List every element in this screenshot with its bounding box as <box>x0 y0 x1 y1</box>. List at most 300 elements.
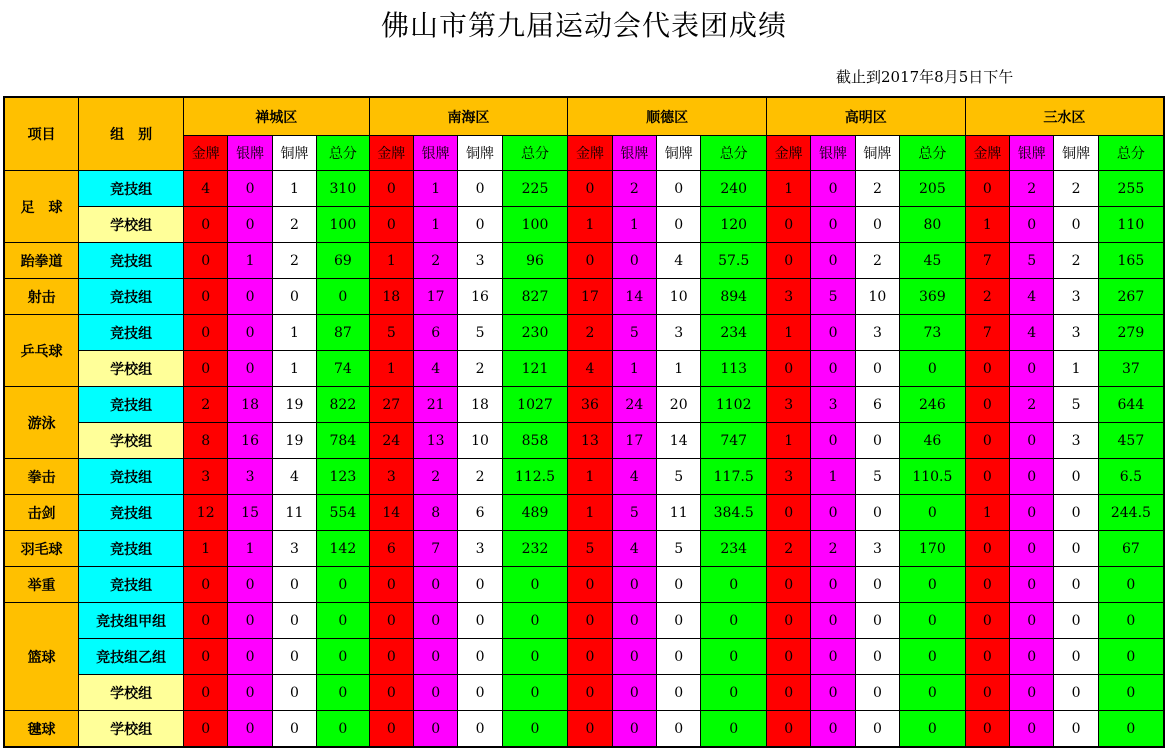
gold-count: 17 <box>568 279 612 315</box>
silver-count: 0 <box>1010 567 1054 603</box>
total-score: 0 <box>701 711 767 748</box>
bronze-count: 3 <box>458 531 502 567</box>
total-score: 279 <box>1098 315 1164 351</box>
total-score: 0 <box>900 603 966 639</box>
gold-header: 金牌 <box>184 136 228 171</box>
silver-count: 0 <box>612 711 656 748</box>
gold-count: 0 <box>184 279 228 315</box>
bronze-count: 3 <box>657 315 701 351</box>
bronze-count: 16 <box>458 279 502 315</box>
gold-count: 0 <box>965 423 1009 459</box>
bronze-count: 0 <box>458 711 502 748</box>
silver-count: 0 <box>811 495 855 531</box>
bronze-count: 0 <box>272 567 316 603</box>
total-score: 0 <box>1098 711 1164 748</box>
gold-count: 7 <box>965 315 1009 351</box>
gold-count: 0 <box>568 603 612 639</box>
total-score: 123 <box>317 459 369 495</box>
gold-count: 1 <box>568 207 612 243</box>
gold-count: 0 <box>766 495 810 531</box>
silver-count: 6 <box>413 315 457 351</box>
table-row <box>4 207 1164 243</box>
gold-count: 27 <box>369 387 413 423</box>
total-header: 总分 <box>900 136 966 171</box>
gold-count: 0 <box>965 387 1009 423</box>
silver-count: 0 <box>1010 423 1054 459</box>
silver-count: 0 <box>811 351 855 387</box>
silver-count: 0 <box>811 207 855 243</box>
sport-name: 射击 <box>4 279 79 315</box>
silver-count: 5 <box>811 279 855 315</box>
gold-count: 0 <box>184 639 228 675</box>
gold-count: 36 <box>568 387 612 423</box>
total-score: 0 <box>1098 639 1164 675</box>
total-score: 6.5 <box>1098 459 1164 495</box>
total-score: 0 <box>317 711 369 748</box>
total-score: 0 <box>900 567 966 603</box>
gold-count: 0 <box>766 603 810 639</box>
bronze-count: 0 <box>1054 459 1098 495</box>
total-score: 232 <box>502 531 568 567</box>
silver-count: 0 <box>228 171 272 207</box>
group-name: 学校组 <box>79 207 184 243</box>
bronze-count: 0 <box>458 207 502 243</box>
bronze-count: 0 <box>657 603 701 639</box>
bronze-count: 1 <box>657 351 701 387</box>
gold-count: 12 <box>184 495 228 531</box>
gold-count: 0 <box>184 675 228 711</box>
bronze-count: 1 <box>272 315 316 351</box>
bronze-count: 2 <box>458 459 502 495</box>
group-name: 竞技组 <box>79 171 184 207</box>
total-score: 0 <box>502 567 568 603</box>
gold-count: 0 <box>965 603 1009 639</box>
group-name: 竞技组 <box>79 243 184 279</box>
silver-count: 5 <box>612 495 656 531</box>
gold-count: 1 <box>965 207 1009 243</box>
silver-count: 1 <box>413 207 457 243</box>
results-body <box>4 171 1164 748</box>
gold-count: 2 <box>965 279 1009 315</box>
total-score: 384.5 <box>701 495 767 531</box>
gold-count: 3 <box>766 279 810 315</box>
table-row <box>4 639 1164 675</box>
bronze-count: 0 <box>855 711 899 748</box>
gold-header: 金牌 <box>766 136 810 171</box>
gold-count: 0 <box>568 675 612 711</box>
bronze-count: 3 <box>458 243 502 279</box>
gold-count: 2 <box>568 315 612 351</box>
gold-count: 0 <box>766 243 810 279</box>
bronze-count: 11 <box>657 495 701 531</box>
silver-count: 0 <box>1010 675 1054 711</box>
bronze-count: 2 <box>272 243 316 279</box>
total-score: 0 <box>900 351 966 387</box>
bronze-header: 铜牌 <box>458 136 502 171</box>
group-name: 竞技组甲组 <box>79 603 184 639</box>
silver-count: 0 <box>1010 603 1054 639</box>
bronze-count: 10 <box>458 423 502 459</box>
bronze-count: 4 <box>272 459 316 495</box>
silver-count: 0 <box>1010 531 1054 567</box>
silver-count: 0 <box>612 639 656 675</box>
group-header: 组 别 <box>79 97 184 171</box>
bronze-header: 铜牌 <box>657 136 701 171</box>
silver-count: 1 <box>612 207 656 243</box>
total-score: 87 <box>317 315 369 351</box>
total-score: 100 <box>502 207 568 243</box>
bronze-count: 2 <box>855 171 899 207</box>
total-score: 0 <box>900 675 966 711</box>
total-score: 0 <box>317 567 369 603</box>
gold-count: 1 <box>568 459 612 495</box>
silver-count: 0 <box>228 675 272 711</box>
total-score: 73 <box>900 315 966 351</box>
gold-count: 0 <box>766 567 810 603</box>
bronze-count: 2 <box>1054 243 1098 279</box>
silver-count: 1 <box>612 351 656 387</box>
total-score: 858 <box>502 423 568 459</box>
date-note: 截止到2017年8月5日下午 <box>836 68 1014 86</box>
bronze-header: 铜牌 <box>272 136 316 171</box>
gold-count: 0 <box>568 567 612 603</box>
bronze-count: 3 <box>855 315 899 351</box>
results-table <box>3 96 1165 748</box>
total-score: 246 <box>900 387 966 423</box>
silver-header: 银牌 <box>228 136 272 171</box>
bronze-count: 2 <box>855 243 899 279</box>
group-name: 竞技组 <box>79 459 184 495</box>
total-score: 369 <box>900 279 966 315</box>
total-score: 0 <box>900 711 966 748</box>
total-score: 457 <box>1098 423 1164 459</box>
total-score: 37 <box>1098 351 1164 387</box>
bronze-count: 0 <box>272 675 316 711</box>
silver-count: 0 <box>228 603 272 639</box>
silver-count: 0 <box>413 567 457 603</box>
silver-count: 0 <box>1010 495 1054 531</box>
gold-count: 0 <box>766 639 810 675</box>
gold-count: 0 <box>184 711 228 748</box>
total-score: 267 <box>1098 279 1164 315</box>
silver-count: 0 <box>612 243 656 279</box>
silver-count: 4 <box>612 459 656 495</box>
silver-count: 0 <box>228 639 272 675</box>
total-header: 总分 <box>1098 136 1164 171</box>
gold-count: 1 <box>965 495 1009 531</box>
total-score: 0 <box>1098 675 1164 711</box>
silver-count: 0 <box>1010 459 1054 495</box>
silver-count: 15 <box>228 495 272 531</box>
table-row <box>4 423 1164 459</box>
silver-count: 0 <box>811 567 855 603</box>
table-row <box>4 675 1164 711</box>
group-name: 竞技组 <box>79 495 184 531</box>
silver-count: 0 <box>228 207 272 243</box>
total-score: 822 <box>317 387 369 423</box>
gold-count: 0 <box>568 639 612 675</box>
gold-count: 3 <box>184 459 228 495</box>
silver-count: 4 <box>413 351 457 387</box>
gold-count: 0 <box>568 171 612 207</box>
silver-count: 0 <box>811 711 855 748</box>
gold-count: 18 <box>369 279 413 315</box>
sport-name: 足 球 <box>4 171 79 243</box>
total-score: 554 <box>317 495 369 531</box>
total-score: 69 <box>317 243 369 279</box>
total-score: 110.5 <box>900 459 966 495</box>
silver-count: 0 <box>228 351 272 387</box>
gold-count: 0 <box>369 639 413 675</box>
bronze-count: 2 <box>458 351 502 387</box>
total-score: 894 <box>701 279 767 315</box>
district-header-row <box>4 97 1164 136</box>
table-row <box>4 567 1164 603</box>
silver-count: 0 <box>228 711 272 748</box>
silver-count: 17 <box>413 279 457 315</box>
total-score: 0 <box>502 603 568 639</box>
total-score: 113 <box>701 351 767 387</box>
gold-count: 5 <box>568 531 612 567</box>
total-score: 230 <box>502 315 568 351</box>
sport-name: 击剑 <box>4 495 79 531</box>
silver-count: 0 <box>1010 351 1054 387</box>
gold-header: 金牌 <box>965 136 1009 171</box>
gold-count: 24 <box>369 423 413 459</box>
silver-count: 1 <box>413 171 457 207</box>
bronze-header: 铜牌 <box>855 136 899 171</box>
group-name: 学校组 <box>79 675 184 711</box>
silver-count: 3 <box>811 387 855 423</box>
gold-count: 0 <box>965 351 1009 387</box>
bronze-count: 0 <box>855 639 899 675</box>
bronze-count: 0 <box>657 207 701 243</box>
bronze-count: 0 <box>272 279 316 315</box>
gold-count: 3 <box>766 459 810 495</box>
bronze-count: 19 <box>272 387 316 423</box>
silver-count: 13 <box>413 423 457 459</box>
silver-count: 0 <box>1010 207 1054 243</box>
silver-count: 0 <box>612 675 656 711</box>
total-score: 142 <box>317 531 369 567</box>
gold-count: 0 <box>369 207 413 243</box>
total-score: 0 <box>701 567 767 603</box>
total-score: 96 <box>502 243 568 279</box>
total-score: 0 <box>701 603 767 639</box>
total-score: 100 <box>317 207 369 243</box>
district-header: 高明区 <box>766 97 965 136</box>
total-score: 240 <box>701 171 767 207</box>
total-score: 255 <box>1098 171 1164 207</box>
total-score: 67 <box>1098 531 1164 567</box>
bronze-count: 0 <box>458 603 502 639</box>
silver-count: 21 <box>413 387 457 423</box>
silver-count: 4 <box>1010 279 1054 315</box>
table-row <box>4 387 1164 423</box>
total-score: 0 <box>317 603 369 639</box>
bronze-count: 10 <box>657 279 701 315</box>
total-score: 110 <box>1098 207 1164 243</box>
table-row <box>4 351 1164 387</box>
total-score: 0 <box>900 495 966 531</box>
total-header: 总分 <box>317 136 369 171</box>
sport-name: 羽毛球 <box>4 531 79 567</box>
group-name: 竞技组 <box>79 567 184 603</box>
gold-count: 0 <box>766 207 810 243</box>
silver-header: 银牌 <box>612 136 656 171</box>
bronze-count: 14 <box>657 423 701 459</box>
group-name: 学校组 <box>79 711 184 748</box>
sport-name: 毽球 <box>4 711 79 748</box>
total-score: 310 <box>317 171 369 207</box>
total-header: 总分 <box>701 136 767 171</box>
silver-count: 0 <box>228 279 272 315</box>
gold-count: 2 <box>184 387 228 423</box>
bronze-count: 0 <box>1054 639 1098 675</box>
silver-count: 0 <box>612 567 656 603</box>
gold-count: 14 <box>369 495 413 531</box>
group-name: 学校组 <box>79 423 184 459</box>
bronze-count: 5 <box>657 531 701 567</box>
group-name: 竞技组 <box>79 279 184 315</box>
silver-count: 0 <box>413 639 457 675</box>
bronze-count: 1 <box>272 351 316 387</box>
bronze-count: 0 <box>855 495 899 531</box>
gold-count: 0 <box>965 459 1009 495</box>
gold-count: 0 <box>369 603 413 639</box>
gold-header: 金牌 <box>369 136 413 171</box>
bronze-count: 20 <box>657 387 701 423</box>
sport-name: 乒乓球 <box>4 315 79 387</box>
sport-name: 拳击 <box>4 459 79 495</box>
gold-count: 1 <box>766 315 810 351</box>
bronze-count: 6 <box>458 495 502 531</box>
gold-count: 4 <box>184 171 228 207</box>
gold-count: 0 <box>766 711 810 748</box>
silver-count: 2 <box>413 243 457 279</box>
table-row <box>4 459 1164 495</box>
table-row <box>4 243 1164 279</box>
total-score: 234 <box>701 315 767 351</box>
gold-count: 0 <box>965 675 1009 711</box>
bronze-count: 5 <box>855 459 899 495</box>
bronze-count: 0 <box>1054 711 1098 748</box>
group-name: 竞技组 <box>79 315 184 351</box>
total-score: 1102 <box>701 387 767 423</box>
total-header: 总分 <box>502 136 568 171</box>
silver-header: 银牌 <box>1010 136 1054 171</box>
silver-count: 7 <box>413 531 457 567</box>
gold-count: 5 <box>369 315 413 351</box>
gold-count: 0 <box>965 531 1009 567</box>
gold-count: 0 <box>369 711 413 748</box>
silver-count: 17 <box>612 423 656 459</box>
gold-count: 7 <box>965 243 1009 279</box>
silver-count: 4 <box>1010 315 1054 351</box>
silver-count: 0 <box>612 603 656 639</box>
silver-count: 5 <box>612 315 656 351</box>
total-score: 827 <box>502 279 568 315</box>
silver-header: 银牌 <box>413 136 457 171</box>
total-score: 0 <box>502 675 568 711</box>
total-score: 244.5 <box>1098 495 1164 531</box>
group-name: 学校组 <box>79 351 184 387</box>
gold-count: 1 <box>766 171 810 207</box>
district-header: 三水区 <box>965 97 1164 136</box>
total-score: 784 <box>317 423 369 459</box>
silver-count: 1 <box>811 459 855 495</box>
gold-count: 0 <box>766 675 810 711</box>
silver-count: 0 <box>413 711 457 748</box>
total-score: 117.5 <box>701 459 767 495</box>
bronze-count: 0 <box>1054 675 1098 711</box>
bronze-count: 0 <box>1054 603 1098 639</box>
total-score: 0 <box>900 639 966 675</box>
gold-count: 0 <box>369 171 413 207</box>
table-row <box>4 495 1164 531</box>
bronze-count: 1 <box>272 171 316 207</box>
gold-count: 0 <box>965 171 1009 207</box>
bronze-count: 0 <box>657 711 701 748</box>
bronze-count: 10 <box>855 279 899 315</box>
gold-header: 金牌 <box>568 136 612 171</box>
gold-count: 0 <box>184 243 228 279</box>
gold-count: 8 <box>184 423 228 459</box>
bronze-count: 5 <box>657 459 701 495</box>
silver-count: 0 <box>228 315 272 351</box>
total-score: 121 <box>502 351 568 387</box>
bronze-count: 0 <box>1054 207 1098 243</box>
total-score: 46 <box>900 423 966 459</box>
silver-count: 0 <box>811 675 855 711</box>
total-score: 45 <box>900 243 966 279</box>
gold-count: 0 <box>568 243 612 279</box>
silver-count: 14 <box>612 279 656 315</box>
table-row <box>4 171 1164 207</box>
silver-count: 0 <box>413 675 457 711</box>
total-score: 0 <box>317 279 369 315</box>
gold-count: 6 <box>369 531 413 567</box>
bronze-count: 0 <box>855 207 899 243</box>
bronze-count: 0 <box>458 567 502 603</box>
gold-count: 1 <box>766 423 810 459</box>
bronze-count: 5 <box>458 315 502 351</box>
bronze-count: 0 <box>657 639 701 675</box>
district-header: 顺德区 <box>568 97 767 136</box>
bronze-count: 3 <box>1054 423 1098 459</box>
page-title: 佛山市第九届运动会代表团成绩 <box>380 9 787 42</box>
silver-count: 2 <box>612 171 656 207</box>
bronze-count: 0 <box>855 567 899 603</box>
bronze-count: 0 <box>1054 495 1098 531</box>
silver-count: 2 <box>413 459 457 495</box>
gold-count: 0 <box>766 351 810 387</box>
bronze-count: 2 <box>1054 171 1098 207</box>
total-score: 0 <box>317 675 369 711</box>
total-score: 74 <box>317 351 369 387</box>
silver-count: 18 <box>228 387 272 423</box>
silver-count: 16 <box>228 423 272 459</box>
gold-count: 1 <box>369 243 413 279</box>
bronze-count: 0 <box>855 423 899 459</box>
table-row <box>4 315 1164 351</box>
bronze-count: 0 <box>1054 531 1098 567</box>
gold-count: 0 <box>369 675 413 711</box>
gold-count: 0 <box>965 567 1009 603</box>
total-score: 0 <box>701 675 767 711</box>
gold-count: 0 <box>184 603 228 639</box>
total-score: 0 <box>502 639 568 675</box>
